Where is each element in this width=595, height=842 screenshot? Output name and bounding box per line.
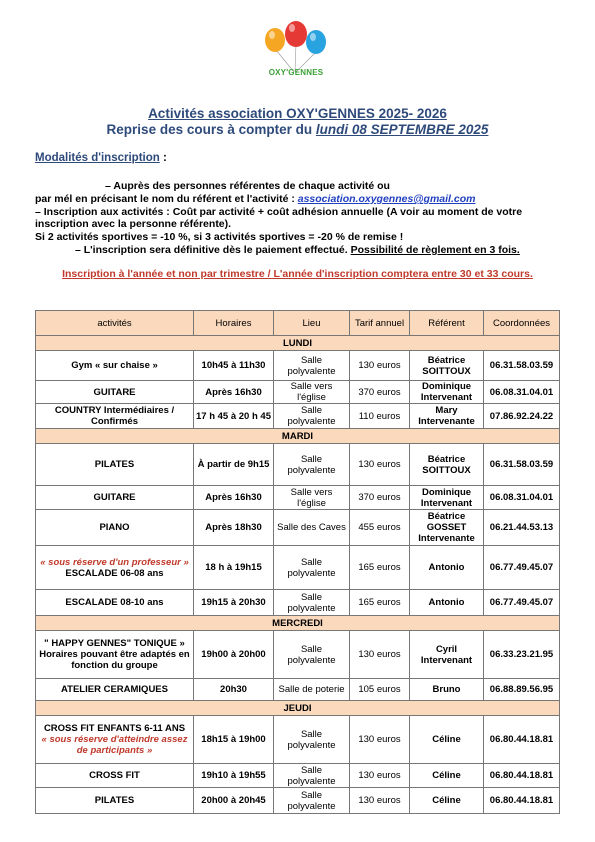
cell-referent: Béatrice SOITTOUX xyxy=(410,351,484,381)
cell-tarif: 165 euros xyxy=(350,546,410,590)
header-activite: activités xyxy=(36,311,194,336)
cell-tarif: 130 euros xyxy=(350,788,410,814)
cell-horaires: Après 16h30 xyxy=(194,381,274,404)
cell-coordonnees: 06.21.44.53.13 xyxy=(484,510,560,546)
title-line-2-date: lundi 08 SEPTEMBRE 2025 xyxy=(315,122,489,137)
table-row xyxy=(36,764,560,788)
cell-lieu: Salle polyvalente xyxy=(274,351,350,381)
paragraph-discount: Si 2 activités sportives = -10 %, si 3 activités sportives = -20 % de remise ! xyxy=(35,231,404,243)
paragraph-email-text: par mél en précisant le nom du référent et l'activité : xyxy=(35,193,298,205)
day-row-lundi xyxy=(36,336,560,351)
cell-coordonnees: 07.86.92.24.22 xyxy=(484,404,560,429)
cell-horaires: 19h00 à 20h00 xyxy=(194,631,274,679)
cell-coordonnees: 06.80.44.18.81 xyxy=(484,716,560,764)
header-lieu: Lieu xyxy=(274,311,350,336)
cell-lieu: Salle polyvalente xyxy=(274,631,350,679)
table-header-row xyxy=(36,311,560,336)
cell-horaires: 10h45 à 11h30 xyxy=(194,351,274,381)
cell-activite xyxy=(36,716,194,764)
header-referent: Référent xyxy=(410,311,484,336)
cell-referent: Cyril Intervenant xyxy=(410,631,484,679)
modalites-colon: : xyxy=(159,152,167,164)
cell-activite: ESCALADE 08-10 ans xyxy=(36,590,194,616)
day-row-mardi xyxy=(36,429,560,444)
title-line-1-pre: Activités association xyxy=(148,106,287,121)
cell-tarif: 130 euros xyxy=(350,351,410,381)
cell-activite: PILATES xyxy=(36,788,194,814)
cell-activite: CROSS FIT xyxy=(36,764,194,788)
cell-lieu: Salle vers l'église xyxy=(274,381,350,404)
cell-lieu: Salle de poterie xyxy=(274,679,350,701)
cell-tarif: 370 euros xyxy=(350,486,410,510)
table-row xyxy=(36,510,560,546)
cell-tarif: 130 euros xyxy=(350,764,410,788)
header-coordonnees: Coordonnées xyxy=(484,311,560,336)
cell-lieu: Salle polyvalente xyxy=(274,444,350,486)
cell-tarif: 370 euros xyxy=(350,381,410,404)
cell-referent: Béatrice SOITTOUX xyxy=(410,444,484,486)
cell-lieu: Salle polyvalente xyxy=(274,788,350,814)
cell-tarif: 110 euros xyxy=(350,404,410,429)
cell-coordonnees: 06.31.58.03.59 xyxy=(484,444,560,486)
cell-activite-name: CROSS FIT ENFANTS 6-11 ANS xyxy=(43,723,186,734)
cell-horaires: 19h15 à 20h30 xyxy=(194,590,274,616)
email-link[interactable]: association.oxygennes@gmail.com xyxy=(297,193,476,205)
cell-coordonnees: 06.80.44.18.81 xyxy=(484,764,560,788)
table-row xyxy=(36,404,560,429)
cell-activite: " HAPPY GENNES" TONIQUE » Horaires pouvant être adaptés en fonction du groupe xyxy=(36,631,194,679)
cell-activite: GUITARE xyxy=(36,486,194,510)
cell-coordonnees: 06.77.49.45.07 xyxy=(484,590,560,616)
cell-horaires: À partir de 9h15 xyxy=(194,444,274,486)
table-row xyxy=(36,351,560,381)
day-label: MARDI xyxy=(36,429,560,444)
header-horaires: Horaires xyxy=(194,311,274,336)
cell-coordonnees: 06.31.58.03.59 xyxy=(484,351,560,381)
header-tarif: Tarif annuel xyxy=(350,311,410,336)
cell-tarif: 105 euros xyxy=(350,679,410,701)
day-label: LUNDI xyxy=(36,336,560,351)
cell-horaires: Après 18h30 xyxy=(194,510,274,546)
table-row xyxy=(36,788,560,814)
title-line-1 xyxy=(0,106,595,121)
paragraph-payment xyxy=(75,244,520,256)
paragraph-payment-underlined: Possibilité de règlement en 3 fois. xyxy=(350,244,520,256)
cell-referent: Dominique Intervenant xyxy=(410,381,484,404)
cell-coordonnees: 06.88.89.56.95 xyxy=(484,679,560,701)
table-row xyxy=(36,546,560,590)
table-row xyxy=(36,381,560,404)
cell-referent: Céline xyxy=(410,764,484,788)
modalites-label: Modalités d'inscription xyxy=(35,152,160,164)
cell-lieu: Salle polyvalente xyxy=(274,590,350,616)
cell-horaires: 18 h à 19h15 xyxy=(194,546,274,590)
table-row xyxy=(36,486,560,510)
day-row-mercredi xyxy=(36,616,560,631)
cell-activite xyxy=(36,546,194,590)
table-row xyxy=(36,444,560,486)
cell-horaires: 18h15 à 19h00 xyxy=(194,716,274,764)
cell-tarif: 130 euros xyxy=(350,444,410,486)
cell-horaires: Après 16h30 xyxy=(194,486,274,510)
cell-activite: PILATES xyxy=(36,444,194,486)
logo-text: OXY'GENNES xyxy=(268,68,324,77)
day-label: MERCREDI xyxy=(36,616,560,631)
cell-lieu: Salle polyvalente xyxy=(274,716,350,764)
cell-coordonnees: 06.08.31.04.01 xyxy=(484,381,560,404)
paragraph-referents: – Auprès des personnes référentes de chaque activité ou xyxy=(105,180,390,192)
registration-note: Inscription à l'année et non par trimestre / L'année d'inscription comptera entre 30 et 33 cours. xyxy=(62,268,533,280)
cell-tarif: 130 euros xyxy=(350,716,410,764)
cell-lieu: Salle des Caves xyxy=(274,510,350,546)
cell-referent: Antonio xyxy=(410,546,484,590)
table-row xyxy=(36,590,560,616)
cell-activite: Gym « sur chaise » xyxy=(36,351,194,381)
paragraph-payment-text: – L'inscription sera définitive dès le paiement effectué. xyxy=(75,244,351,256)
table-row xyxy=(36,631,560,679)
table-row xyxy=(36,679,560,701)
cell-activite: COUNTRY Intermédiaires / Confirmés xyxy=(36,404,194,429)
paragraph-cost: – Inscription aux activités : Coût par activité + coût adhésion annuelle (A voir au moment de votre inscription avec la personne référente). xyxy=(35,206,523,231)
cell-coordonnees: 06.77.49.45.07 xyxy=(484,546,560,590)
title-line-2-pre: Reprise des cours à compter du xyxy=(106,122,316,137)
cell-activite: GUITARE xyxy=(36,381,194,404)
cell-horaires: 20h30 xyxy=(194,679,274,701)
title-line-2 xyxy=(0,122,595,137)
cell-activite: ATELIER CERAMIQUES xyxy=(36,679,194,701)
activities-table xyxy=(35,310,560,814)
cell-referent: Dominique Intervenant xyxy=(410,486,484,510)
cell-coordonnees: 06.80.44.18.81 xyxy=(484,788,560,814)
cell-lieu: Salle vers l'église xyxy=(274,486,350,510)
day-label: JEUDI xyxy=(36,701,560,716)
cell-lieu: Salle polyvalente xyxy=(274,764,350,788)
table-row xyxy=(36,716,560,764)
cell-referent: Béatrice GOSSET Intervenante xyxy=(410,510,484,546)
cell-note: « sous réserve d'un professeur » xyxy=(40,556,189,568)
cell-referent: Mary Intervenante xyxy=(410,404,484,429)
cell-tarif: 455 euros xyxy=(350,510,410,546)
day-row-jeudi xyxy=(36,701,560,716)
cell-referent: Céline xyxy=(410,788,484,814)
cell-coordonnees: 06.33.23.21.95 xyxy=(484,631,560,679)
cell-tarif: 165 euros xyxy=(350,590,410,616)
modalites-heading xyxy=(35,152,167,164)
cell-activite-name: ESCALADE 06-08 ans xyxy=(65,567,164,579)
cell-lieu: Salle polyvalente xyxy=(274,546,350,590)
cell-referent: Bruno xyxy=(410,679,484,701)
cell-horaires: 17 h 45 à 20 h 45 xyxy=(194,404,274,429)
cell-horaires: 20h00 à 20h45 xyxy=(194,788,274,814)
paragraph-email xyxy=(35,193,475,205)
cell-referent: Antonio xyxy=(410,590,484,616)
cell-activite: PIANO xyxy=(36,510,194,546)
cell-note: « sous réserve d'atteindre assez de participants » xyxy=(41,734,188,756)
cell-referent: Céline xyxy=(410,716,484,764)
title-line-1-brand: OXY'GENNES 2025- 2026 xyxy=(286,106,447,121)
cell-horaires: 19h10 à 19h55 xyxy=(194,764,274,788)
cell-tarif: 130 euros xyxy=(350,631,410,679)
cell-lieu: Salle polyvalente xyxy=(274,404,350,429)
cell-coordonnees: 06.08.31.04.01 xyxy=(484,486,560,510)
